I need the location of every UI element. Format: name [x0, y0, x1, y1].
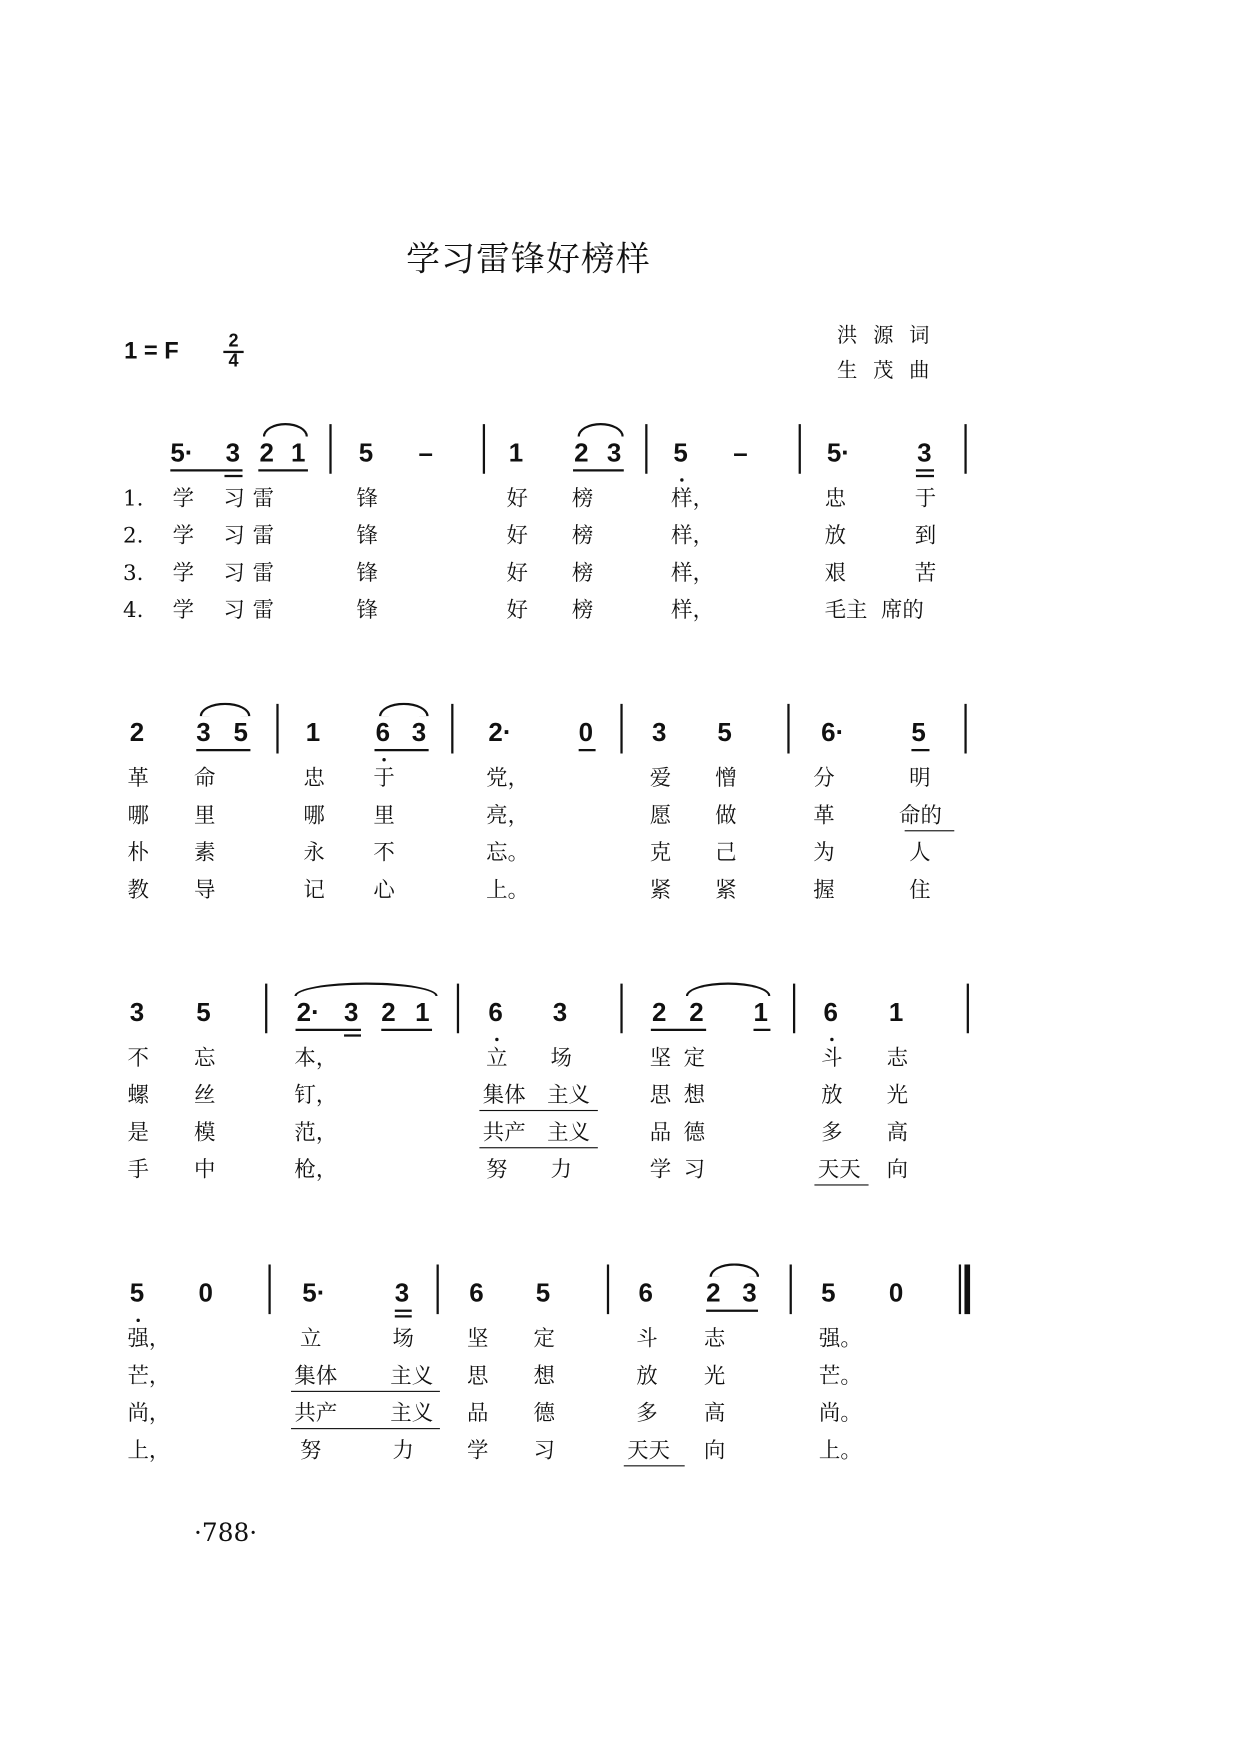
jianpu-note: 2: [651, 997, 667, 1027]
underline-beam: [374, 749, 428, 751]
jianpu-note: 5·: [170, 437, 194, 467]
lyric-syllable: 苦: [914, 560, 937, 586]
lyric-syllable: 是: [127, 1120, 149, 1145]
lyric-syllable: 德: [533, 1400, 555, 1426]
slur-arc: [263, 423, 308, 437]
lyric-syllable: 毛主: [824, 597, 868, 623]
lyric-syllable: 握: [813, 877, 835, 903]
underline-beam: [706, 1310, 758, 1312]
bar-line: [607, 1264, 609, 1314]
jianpu-note: 2: [381, 997, 396, 1027]
lyric-syllable: 光: [886, 1082, 909, 1108]
bar-line: [620, 704, 622, 754]
lyric-syllable: 3.: [122, 560, 144, 586]
lyric-syllable: 主义: [547, 1082, 590, 1108]
jianpu-note: 3: [411, 717, 427, 747]
time-signature-top: 2: [223, 333, 243, 353]
lyric-syllable: 爱: [649, 765, 672, 791]
lyric-syllable: 上。: [486, 877, 530, 903]
lyric-syllable: 学: [649, 1157, 672, 1183]
lyric-syllable: 定: [683, 1045, 706, 1071]
lyric-syllable: 放: [824, 523, 847, 549]
lyric-syllable: 螺: [127, 1082, 149, 1108]
lyric-syllable: 高: [886, 1120, 909, 1145]
jianpu-note: –: [733, 437, 748, 467]
lyric-syllable: 思: [649, 1082, 672, 1108]
lyric-syllable: 高: [703, 1400, 726, 1426]
jianpu-note: 6: [823, 997, 838, 1027]
lyric-syllable: 为: [813, 840, 835, 866]
lyric-syllable: 努: [300, 1438, 322, 1464]
jianpu-note: 0: [198, 1278, 213, 1308]
lyric-syllable: 革: [813, 803, 835, 828]
lyric-syllable: 雷: [252, 523, 275, 549]
lyric-syllable: 革: [127, 765, 149, 791]
lyric-syllable: 紧: [649, 877, 672, 903]
low-octave-dot: [680, 478, 683, 481]
bar-line: [437, 1264, 439, 1314]
lyric-syllable: 力: [392, 1438, 414, 1464]
lyric-syllable: 主义: [547, 1120, 590, 1145]
jianpu-note: 3: [742, 1278, 757, 1308]
lyric-syllable: 好: [506, 597, 528, 623]
lyric-syllable: 亮，: [486, 803, 530, 828]
lyric-syllable: 品: [649, 1120, 672, 1145]
jianpu-note: 2: [259, 437, 274, 467]
jianpu-note: 2: [574, 437, 589, 467]
lyric-syllable: 里: [194, 803, 216, 828]
lyric-syllable: 向: [703, 1438, 726, 1464]
lyric-syllable: 雷: [252, 486, 275, 511]
final-bar-thick: [964, 1264, 970, 1314]
slur-arc: [686, 982, 771, 996]
jianpu-note: 0: [888, 1278, 904, 1308]
jianpu-note: 3: [344, 997, 359, 1027]
lyric-syllable: 样，: [671, 523, 715, 549]
lyric-syllable: 习: [223, 486, 245, 511]
jianpu-note: 2·: [296, 997, 320, 1027]
underline-beam: [395, 1310, 412, 1312]
time-signature-bottom: 4: [228, 351, 239, 372]
jianpu-note: 5: [196, 997, 211, 1027]
lyric-syllable: 于: [914, 486, 937, 511]
slur-arc: [710, 1263, 760, 1277]
lyric-syllable: 多: [821, 1120, 843, 1145]
lyric-underline: [479, 1147, 597, 1148]
lyric-syllable: 本，: [294, 1045, 338, 1071]
lyric-syllable: 习: [683, 1157, 706, 1183]
underline-beam: [754, 1029, 771, 1031]
lyric-syllable: 哪: [303, 803, 325, 828]
underline-beam: [258, 469, 308, 471]
lyric-syllable: 锋: [356, 486, 378, 511]
low-octave-dot: [495, 1038, 498, 1041]
bar-line: [790, 1264, 792, 1314]
lyric-syllable: 好: [506, 560, 528, 586]
lyric-syllable: 住: [909, 877, 931, 903]
lyric-syllable: 钉，: [294, 1082, 338, 1108]
lyric-syllable: 丝: [194, 1082, 216, 1108]
lyric-syllable: 强，: [127, 1326, 171, 1352]
lyric-syllable: 想: [533, 1363, 555, 1389]
lyric-syllable: 共产: [482, 1120, 526, 1145]
song-title: 学习雷锋好榜样: [406, 240, 651, 280]
lyric-syllable: 克: [649, 840, 672, 866]
lyric-syllable: 德: [683, 1120, 706, 1145]
lyric-underline: [624, 1465, 685, 1466]
slur-arc: [200, 703, 251, 717]
underline-beam-double: [224, 475, 242, 477]
lyric-syllable: 想: [683, 1082, 706, 1108]
underline-beam: [573, 469, 624, 471]
lyric-syllable: 永: [303, 840, 325, 866]
lyric-syllable: 于: [373, 765, 395, 791]
lyric-syllable: 忠: [303, 765, 325, 791]
lyric-syllable: 学: [172, 523, 195, 549]
jianpu-note: 5: [129, 1278, 145, 1308]
lyric-syllable: 愿: [649, 803, 672, 828]
jianpu-note: 6: [488, 997, 503, 1027]
lyric-syllable: 尚。: [818, 1400, 862, 1426]
lyric-syllable: 立: [300, 1326, 322, 1352]
bar-line: [967, 984, 969, 1034]
bar-line: [964, 704, 966, 754]
lyric-syllable: 榜: [571, 486, 594, 511]
slur-arc: [578, 423, 624, 437]
lyric-syllable: 多: [636, 1400, 658, 1426]
lyric-syllable: 锋: [356, 523, 378, 549]
lyric-syllable: 学: [172, 560, 195, 586]
jianpu-note: –: [418, 437, 433, 467]
jianpu-note: 5: [717, 717, 732, 747]
lyric-syllable: 忠: [824, 486, 847, 511]
underline-beam: [170, 469, 242, 471]
underline-beam: [579, 749, 596, 751]
lyric-syllable: 思: [466, 1363, 489, 1389]
lyric-underline: [291, 1428, 440, 1429]
lyric-syllable: 习: [533, 1438, 555, 1464]
low-octave-dot: [830, 1038, 833, 1041]
lyric-syllable: 明: [909, 765, 931, 791]
lyric-underline: [479, 1110, 597, 1111]
bar-line: [799, 424, 801, 474]
lyric-syllable: 导: [194, 877, 216, 903]
lyric-syllable: 教: [127, 877, 149, 903]
lyric-syllable: 命: [194, 765, 216, 791]
lyric-syllable: 手: [127, 1157, 149, 1183]
slur-arc: [294, 982, 437, 996]
lyric-underline: [291, 1391, 440, 1392]
jianpu-note: 1: [753, 997, 768, 1027]
jianpu-note: 1: [415, 997, 430, 1027]
lyric-syllable: 集体: [294, 1363, 338, 1389]
lyric-syllable: 2.: [122, 523, 144, 549]
lyric-syllable: 场: [550, 1045, 572, 1071]
lyric-syllable: 中: [194, 1157, 216, 1183]
jianpu-note: 2: [689, 997, 704, 1027]
underline-beam: [196, 749, 250, 751]
bar-line: [787, 704, 789, 754]
lyric-syllable: 上，: [127, 1438, 171, 1464]
underline-beam: [916, 469, 934, 471]
lyric-syllable: 向: [886, 1157, 909, 1183]
underline-beam: [911, 749, 929, 751]
lyric-syllable: 放: [821, 1082, 843, 1108]
lyric-syllable: 人: [909, 840, 931, 866]
low-octave-dot: [382, 758, 385, 761]
low-octave-dot: [136, 1319, 139, 1322]
jianpu-note: 6·: [821, 717, 845, 747]
lyric-syllable: 哪: [127, 803, 149, 828]
jianpu-note: 3: [394, 1278, 410, 1308]
lyric-syllable: 天天: [627, 1438, 671, 1464]
lyric-syllable: 锋: [356, 560, 378, 586]
lyric-syllable: 主义: [390, 1400, 434, 1426]
bar-line: [620, 984, 622, 1034]
lyric-syllable: 分: [813, 765, 835, 791]
jianpu-note: 5: [821, 1278, 836, 1308]
lyric-syllable: 4.: [122, 597, 144, 623]
jianpu-note: 3: [552, 997, 568, 1027]
lyric-syllable: 里: [373, 803, 395, 828]
jianpu-note: 3: [196, 717, 211, 747]
lyric-syllable: 朴: [127, 840, 149, 866]
lyric-syllable: 学: [466, 1438, 489, 1464]
lyric-syllable: 上。: [818, 1438, 862, 1464]
lyric-syllable: 憎: [715, 765, 737, 791]
lyric-syllable: 习: [223, 597, 245, 623]
lyric-syllable: 放: [636, 1363, 658, 1389]
underline-beam-double: [395, 1315, 412, 1317]
bar-line: [793, 984, 795, 1034]
lyric-syllable: 不: [127, 1045, 149, 1071]
jianpu-note: 1: [291, 437, 306, 467]
jianpu-note: 6: [375, 717, 391, 747]
lyric-syllable: 模: [194, 1120, 216, 1145]
jianpu-note: 2: [706, 1278, 721, 1308]
lyric-syllable: 榜: [571, 597, 594, 623]
lyric-syllable: 场: [392, 1326, 414, 1352]
lyric-syllable: 习: [223, 523, 245, 549]
lyric-syllable: 天天: [817, 1157, 861, 1183]
underline-beam: [296, 1029, 361, 1031]
jianpu-note: 1: [508, 437, 524, 467]
lyric-syllable: 学: [172, 597, 195, 623]
bar-line: [451, 704, 453, 754]
lyric-syllable: 尚，: [127, 1400, 171, 1426]
lyric-syllable: 样，: [671, 486, 715, 511]
lyric-syllable: 立: [486, 1045, 508, 1071]
lyric-syllable: 己: [715, 840, 737, 866]
lyric-syllable: 志: [703, 1326, 726, 1352]
lyric-syllable: 素: [194, 840, 216, 866]
lyric-syllable: 记: [303, 877, 325, 903]
lyric-syllable: 范，: [294, 1120, 338, 1145]
lyric-syllable: 好: [506, 486, 528, 511]
lyric-syllable: 斗: [636, 1326, 658, 1352]
final-bar-thin: [959, 1264, 961, 1314]
jianpu-note: 3: [606, 437, 622, 467]
jianpu-note: 2: [129, 717, 145, 747]
lyric-syllable: 枪，: [294, 1157, 338, 1183]
lyric-syllable: 做: [715, 803, 737, 828]
jianpu-note: 5: [535, 1278, 551, 1308]
underline-beam: [651, 1029, 706, 1031]
jianpu-note: 5: [673, 437, 688, 467]
lyric-syllable: 不: [373, 840, 395, 866]
page-number: ·788·: [194, 1519, 258, 1548]
composer-credit: 生茂曲: [836, 358, 946, 383]
lyric-syllable: 心: [373, 877, 395, 903]
lyric-syllable: 样，: [671, 597, 715, 623]
jianpu-note: 3: [917, 437, 932, 467]
lyric-syllable: 忘。: [486, 840, 530, 866]
lyric-syllable: 品: [466, 1400, 489, 1426]
jianpu-note: 3: [129, 997, 145, 1027]
lyric-syllable: 紧: [715, 877, 737, 903]
lyric-syllable: 党，: [486, 765, 530, 791]
jianpu-note: 6: [638, 1278, 653, 1308]
jianpu-note: 5·: [302, 1278, 326, 1308]
underline-beam-double: [916, 475, 934, 477]
bar-line: [265, 984, 267, 1034]
lyric-syllable: 斗: [821, 1045, 843, 1071]
lyric-syllable: 雷: [252, 560, 275, 586]
bar-line: [457, 984, 459, 1034]
lyric-syllable: 锋: [356, 597, 378, 623]
lyric-syllable: 志: [886, 1045, 909, 1071]
bar-line: [276, 704, 278, 754]
jianpu-note: 1: [888, 997, 904, 1027]
lyric-syllable: 光: [703, 1363, 726, 1389]
jianpu-note: 5: [911, 717, 926, 747]
jianpu-note: 0: [578, 717, 594, 747]
lyric-syllable: 榜: [571, 523, 594, 549]
jianpu-note: 5: [358, 437, 374, 467]
lyric-syllable: 艰: [824, 560, 847, 586]
jianpu-note: 1: [305, 717, 321, 747]
bar-line: [329, 424, 331, 474]
lyric-syllable: 好: [506, 523, 528, 549]
underline-beam-double: [344, 1034, 361, 1036]
lyricist-credit: 洪源词: [836, 323, 946, 348]
lyric-syllable: 榜: [571, 560, 594, 586]
lyric-syllable: 命的: [899, 803, 942, 828]
jianpu-note: 2·: [488, 717, 512, 747]
lyric-syllable: 席的: [880, 597, 924, 623]
lyric-syllable: 雷: [252, 597, 275, 623]
lyric-syllable: 样，: [671, 560, 715, 586]
lyric-syllable: 主义: [390, 1363, 434, 1389]
lyric-syllable: 学: [172, 486, 195, 511]
lyric-syllable: 到: [914, 523, 937, 549]
lyric-syllable: 共产: [294, 1400, 338, 1426]
lyric-syllable: 集体: [482, 1082, 526, 1108]
lyric-syllable: 力: [550, 1157, 572, 1183]
bar-line: [483, 424, 485, 474]
lyric-underline: [814, 1184, 868, 1185]
time-signature: [223, 333, 243, 371]
lyric-syllable: 努: [486, 1157, 508, 1183]
bar-line: [645, 424, 647, 474]
bar-line: [268, 1264, 270, 1314]
jianpu-note: 3: [651, 717, 667, 747]
lyric-syllable: 习: [223, 560, 245, 586]
jianpu-note: 6: [469, 1278, 484, 1308]
underline-beam: [381, 1029, 432, 1031]
lyric-syllable: 坚: [649, 1045, 672, 1071]
lyric-syllable: 1.: [122, 486, 144, 511]
jianpu-note: 3: [225, 437, 241, 467]
lyric-syllable: 芒，: [127, 1363, 171, 1389]
lyric-syllable: 忘: [194, 1045, 216, 1071]
key-signature: 1 = F: [124, 338, 179, 365]
lyric-underline: [905, 830, 955, 831]
jianpu-note: 5·: [826, 437, 850, 467]
lyric-syllable: 定: [533, 1326, 555, 1352]
lyric-syllable: 芒。: [818, 1363, 862, 1389]
bar-line: [964, 424, 966, 474]
jianpu-note: 5: [233, 717, 248, 747]
slur-arc: [379, 703, 429, 717]
lyric-syllable: 坚: [466, 1326, 489, 1352]
lyric-syllable: 强。: [818, 1326, 862, 1352]
